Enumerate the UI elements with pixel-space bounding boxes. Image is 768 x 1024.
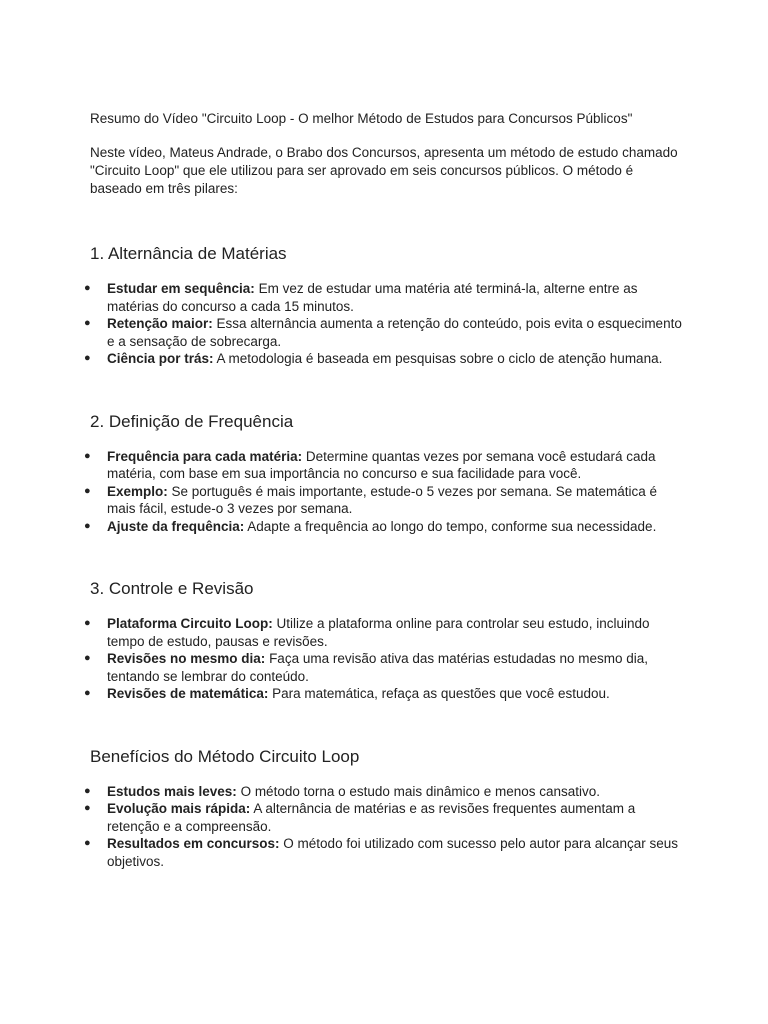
bullet-text: Utilize a plataforma online para controlar seu estudo, incluindo tempo de estudo, pausas e revisões.	[107, 616, 650, 649]
section-frequencia	[84, 411, 688, 536]
bullet-text: Essa alternância aumenta a retenção do conteúdo, pois evita o esquecimento e a sensação de sobrecarga.	[107, 316, 682, 349]
list-item	[84, 518, 688, 536]
bullet-list	[84, 448, 688, 536]
section-heading: 2. Definição de Frequência	[90, 411, 294, 431]
list-item	[84, 685, 688, 703]
bullet-icon: ●	[84, 352, 91, 364]
bullet-icon: ●	[84, 687, 91, 699]
bullet-term: Revisões no mesmo dia:	[107, 651, 266, 666]
bullet-text: Faça uma revisão ativa das matérias estudadas no mesmo dia, tentando se lembrar do conteúdo.	[107, 651, 648, 684]
bullet-term: Ciência por trás:	[107, 351, 214, 366]
bullet-icon: ●	[84, 519, 91, 532]
section-heading: 1. Alternância de Matérias	[90, 244, 287, 263]
document-title: Resumo do Vídeo "Circuito Loop - O melhor Método de Estudos para Concursos Públicos"	[90, 111, 633, 126]
bullet-term: Revisões de matemática:	[107, 686, 269, 701]
intro-paragraph: Neste vídeo, Mateus Andrade, o Brabo dos Concursos, apresenta um método de estudo chamado "Circuito Loop" que ele utilizou para ser aprovado em seis concursos públicos. O método é baseado em três pilares:	[90, 145, 678, 196]
bullet-icon: ●	[84, 652, 91, 664]
list-item	[84, 350, 688, 368]
bullet-list	[84, 280, 688, 368]
bullet-icon: ●	[84, 802, 91, 814]
section-heading: Benefícios do Método Circuito Loop	[90, 746, 360, 766]
section-controle	[84, 579, 688, 703]
bullet-term: Evolução mais rápida:	[107, 801, 251, 816]
bullet-text: Para matemática, refaça as questões que você estudou.	[268, 686, 610, 701]
bullet-term: Plataforma Circuito Loop:	[107, 616, 273, 631]
bullet-term: Resultados em concursos:	[107, 836, 280, 851]
bullet-text: Determine quantas vezes por semana você estudará cada matéria, com base em sua importância no concurso e sua facilidade para você.	[107, 448, 656, 481]
list-item	[84, 800, 688, 835]
bullet-term: Frequência para cada matéria:	[107, 448, 303, 464]
list-item	[84, 483, 688, 518]
bullet-icon: ●	[84, 282, 91, 294]
list-item	[84, 615, 688, 650]
list-item	[84, 315, 688, 350]
section-heading: 3. Controle e Revisão	[90, 579, 254, 598]
list-item	[84, 835, 688, 870]
bullet-text: Em vez de estudar uma matéria até terminá-la, alterne entre as matérias do concurso a cada 15 minutos.	[107, 281, 638, 314]
bullet-icon: ●	[84, 837, 91, 849]
bullet-text: Adapte a frequência ao longo do tempo, conforme sua necessidade.	[244, 518, 657, 534]
bullet-icon: ●	[84, 484, 91, 497]
bullet-text: A alternância de matérias e as revisões frequentes aumentam a retenção e a compreensão.	[107, 801, 636, 834]
bullet-icon: ●	[84, 449, 91, 462]
list-item	[84, 280, 688, 315]
bullet-list	[84, 615, 688, 703]
bullet-term: Estudos mais leves:	[107, 783, 237, 799]
bullet-icon: ●	[84, 617, 91, 629]
bullet-icon: ●	[84, 784, 91, 797]
bullet-term: Exemplo:	[107, 483, 168, 499]
list-item	[84, 783, 688, 801]
bullet-text: Se português é mais importante, estude-o 5 vezes por semana. Se matemática é mais fácil, estude-o 3 vezes por semana.	[107, 483, 658, 516]
list-item	[84, 448, 688, 483]
bullet-term: Ajuste da frequência:	[107, 518, 245, 534]
bullet-list	[84, 783, 688, 871]
bullet-text: O método foi utilizado com sucesso pelo autor para alcançar seus objetivos.	[107, 836, 679, 869]
section-beneficios	[84, 746, 688, 871]
bullet-term: Retenção maior:	[107, 316, 213, 331]
bullet-text: O método torna o estudo mais dinâmico e menos cansativo.	[236, 783, 601, 799]
bullet-text: A metodologia é baseada em pesquisas sobre o ciclo de atenção humana.	[213, 351, 663, 366]
bullet-icon: ●	[84, 317, 91, 329]
list-item	[84, 650, 688, 685]
bullet-term: Estudar em sequência:	[107, 281, 255, 296]
section-alternancia	[84, 244, 688, 368]
